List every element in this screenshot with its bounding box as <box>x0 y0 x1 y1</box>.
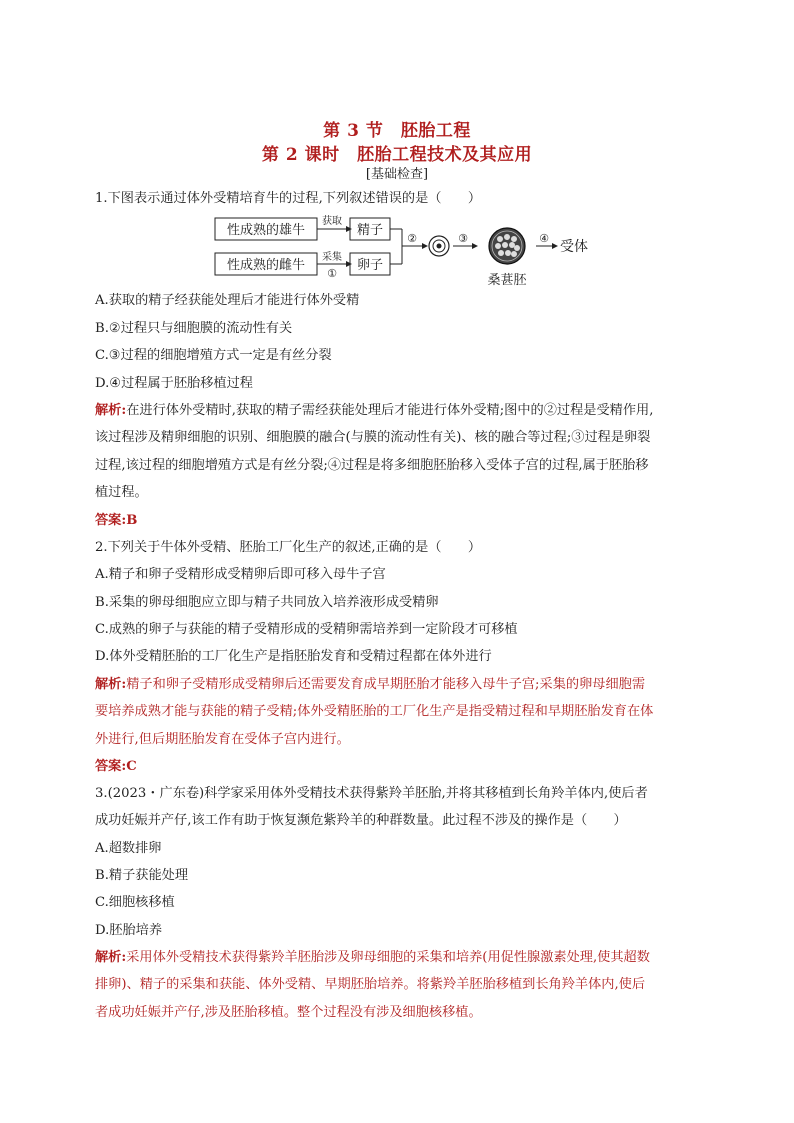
q1-answer: 答案:B <box>95 513 138 528</box>
ivf-diagram <box>210 210 630 290</box>
morula-icon <box>489 228 525 264</box>
step-2-label: ② <box>407 232 417 245</box>
q2-answer: 答案:C <box>95 759 137 774</box>
q3-option-b: B.精子获能处理 <box>95 868 189 883</box>
recipient-label: 受体 <box>560 239 588 255</box>
q1-option-d: D.④过程属于胚胎移植过程 <box>95 376 253 391</box>
q2-option-b: B.采集的卵母细胞应立即与精子共同放入培养液形成受精卵 <box>95 595 439 610</box>
section-title: 第 3 节 胚胎工程 <box>323 121 471 141</box>
q2-option-c: C.成熟的卵子与获能的精子受精形成的受精卵需培养到一定阶段才可移植 <box>95 622 518 637</box>
q3-analysis-line-2: 排卵)、精子的采集和获能、体外受精、早期胚胎培养。将紫羚羊胚胎移植到长角羚羊体内,使后 <box>95 977 646 992</box>
q3-stem-line-2: 成功妊娠并产仔,该工作有助于恢复濒危紫羚羊的种群数量。此过程不涉及的操作是（ ） <box>95 813 627 828</box>
female-box-label: 性成熟的雌牛 <box>226 258 306 273</box>
q3-option-a: A.超数排卵 <box>95 841 162 856</box>
q2-analysis-line-2: 要培养成熟才能与获能的精子受精;体外受精胚胎的工厂化生产是指受精过程和早期胚胎发育在体 <box>95 704 654 719</box>
step-4-label: ④ <box>539 232 549 245</box>
q1-analysis-line-4: 植过程。 <box>95 485 148 500</box>
step-1-label: ① <box>327 267 337 280</box>
get-label: 获取 <box>322 216 342 227</box>
q2-analysis-label: 解析: <box>95 677 127 692</box>
q3-analysis-line-3: 者成功妊娠并产仔,涉及胚胎移植。整个过程没有涉及细胞核移植。 <box>95 1005 482 1020</box>
q3-analysis-label: 解析: <box>95 950 127 965</box>
collect-label: 采集 <box>322 252 342 263</box>
q3-analysis-line-1: 解析:采用体外受精技术获得紫羚羊胚胎涉及卵母细胞的采集和培养(用促性腺激素处理,使其超数 <box>95 950 650 965</box>
step-3-label: ③ <box>458 232 468 245</box>
q1-option-b: B.②过程只与细胞膜的流动性有关 <box>95 321 293 336</box>
morula-label: 桑葚胚 <box>487 273 527 288</box>
q1-analysis-line-1: 解析:在进行体外受精时,获取的精子需经获能处理后才能进行体外受精;图中的②过程是受精作用, <box>95 403 654 418</box>
q2-option-d: D.体外受精胚胎的工厂化生产是指胚胎发育和受精过程都在体外进行 <box>95 649 492 664</box>
zygote-icon <box>429 236 449 256</box>
lesson-title: 第 2 课时 胚胎工程技术及其应用 <box>261 145 533 165</box>
q1-analysis-line-3: 过程,该过程的细胞增殖方式是有丝分裂;④过程是将多细胞胚胎移入受体子宫的过程,属于胚胎移 <box>95 458 649 473</box>
q3-option-c: C.细胞核移植 <box>95 895 175 910</box>
q2-option-a: A.精子和卵子受精形成受精卵后即可移入母牛子宫 <box>95 567 386 582</box>
sperm-box-label: 精子 <box>356 223 384 238</box>
q3-stem-line-1: 3.(2023・广东卷)科学家采用体外受精技术获得紫羚羊胚胎,并将其移植到长角羚羊体内,使后者 <box>95 786 648 801</box>
q2-analysis-line-1: 解析:精子和卵子受精形成受精卵后还需要发育成早期胚胎才能移入母牛子宫;采集的卵母细胞需 <box>95 677 646 692</box>
egg-box-label: 卵子 <box>356 258 384 273</box>
section-tag: [基础检查] <box>365 167 429 182</box>
q1-stem: 1.下图表示通过体外受精培育牛的过程,下列叙述错误的是（ ） <box>95 191 482 206</box>
q2-analysis-line-3: 外进行,但后期胚胎发育在受体子宫内进行。 <box>95 732 350 747</box>
q1-analysis-label: 解析: <box>95 403 127 418</box>
male-box-label: 性成熟的雄牛 <box>226 223 306 238</box>
q3-option-d: D.胚胎培养 <box>95 923 163 938</box>
q1-analysis-line-2: 该过程涉及精卵细胞的识别、细胞膜的融合(与膜的流动性有关)、核的融合等过程;③过程是卵裂 <box>95 430 651 445</box>
q1-option-a: A.获取的精子经获能处理后才能进行体外受精 <box>95 293 360 308</box>
q2-stem: 2.下列关于牛体外受精、胚胎工厂化生产的叙述,正确的是（ ） <box>95 540 482 555</box>
q1-option-c: C.③过程的细胞增殖方式一定是有丝分裂 <box>95 348 332 363</box>
